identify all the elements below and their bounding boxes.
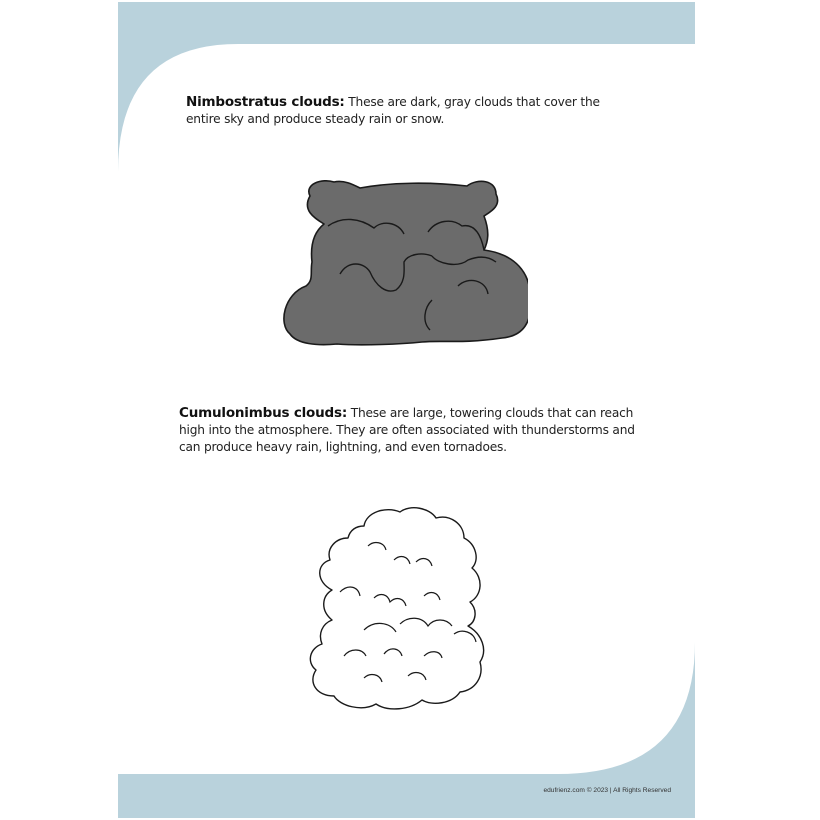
- nimbostratus-description: These are dark, gray clouds that cover the entire sky and produce steady rain or snow.: [186, 95, 600, 126]
- nimbostratus-cloud-icon: [282, 176, 528, 346]
- footer-copyright: edufrienz.com © 2023 | All Rights Reserved: [543, 787, 671, 794]
- cumulonimbus-cloud-icon: [304, 506, 488, 716]
- nimbostratus-term: Nimbostratus clouds:: [186, 94, 345, 110]
- cumulonimbus-description: These are large, towering clouds that can reach high into the atmosphere. They are often associated with thunderstorms and can produce heavy rain, lightning, and even tornadoes.: [179, 406, 635, 454]
- cumulonimbus-section: [179, 405, 649, 456]
- cumulonimbus-term: Cumulonimbus clouds:: [179, 405, 348, 421]
- frame-top-band: [118, 2, 695, 172]
- nimbostratus-section: [186, 94, 636, 128]
- worksheet-page: [118, 2, 695, 818]
